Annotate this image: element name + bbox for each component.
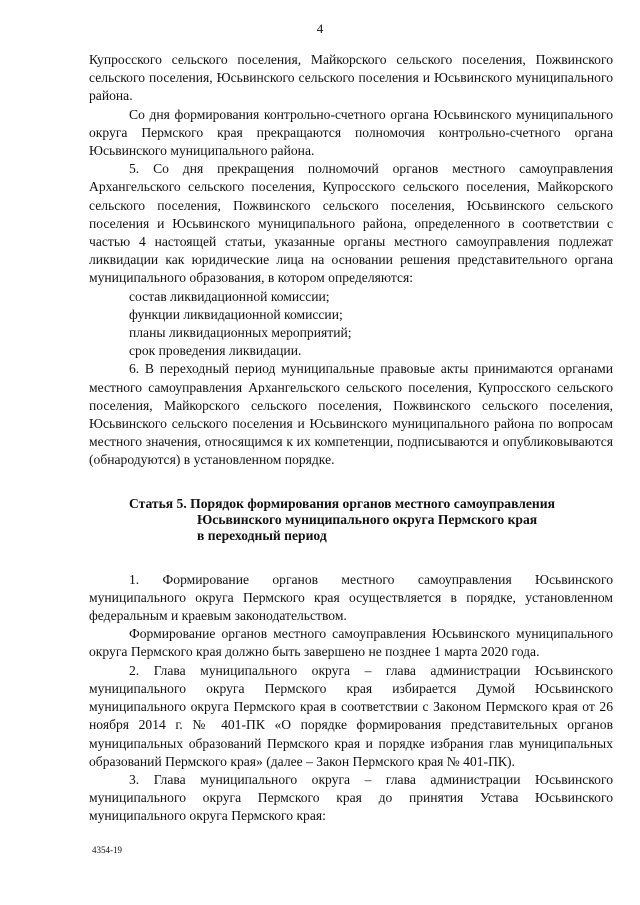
article-heading-line: в переходный период [197, 527, 327, 543]
article5-paragraph-1: 1. Формирование органов местного самоуправления Юсьвинского муниципального округа Пермского края осуществляется в порядке, установленном федеральным и краевым законодательством. [89, 571, 613, 624]
article5-paragraph-deadline: Формирование органов местного самоуправления Юсьвинского муниципального округа Пермского края должно быть завершено не позднее 1 марта 2020 года. [89, 626, 613, 660]
list-item: состав ликвидационной комиссии; [129, 288, 330, 304]
document-body [89, 51, 613, 826]
article-heading-line: Юсьвинского муниципального округа Пермского края [197, 511, 538, 527]
list-item: срок проведения ликвидации. [129, 343, 302, 359]
list-item: функции ликвидационной комиссии; [129, 306, 343, 322]
footer-code: 4354-19 [92, 845, 122, 855]
list-item: планы ликвидационных мероприятий; [129, 325, 352, 341]
article5-paragraph-3: 3. Глава муниципального округа – глава администрации Юсьвинского муниципального округа Пермского края до принятия Устава Юсьвинского муниципального округа Пермского края: [89, 771, 613, 824]
paragraph-control-body: Со дня формирования контрольно-счетного органа Юсьвинского муниципального округа Пермского края прекращаются полномочия контрольно-счетного органа Юсьвинского муниципального района. [89, 106, 613, 159]
paragraph-5: 5. Со дня прекращения полномочий органов местного самоуправления Архангельского сельского поселения, Купросского сельского поселения, Майкорского сельского поселения, Пожвинского сельского поселения, Юсьвинского сельского поселения и Юсьвинского муниципального района, определенного в соответствии с частью 4 настоящей статьи, указанные органы местного самоуправления подлежат ликвидации как юридические лица на основании решения представительного органа муниципального образования, в котором определяются: [89, 161, 613, 286]
article-heading [89, 496, 613, 544]
paragraph-6: 6. В переходный период муниципальные правовые акты принимаются органами местного самоуправления Архангельского сельского поселения, Купросского сельского поселения, Майкорского сельского поселения, Пожвинского сельского поселения, Юсьвинского сельского поселения и Юсьвинского муниципального района по вопросам местного значения, относящимся к их компетенции, подписываются и опубликовываются (обнародуются) в установленном порядке. [89, 361, 613, 468]
paragraph-continuation: Купросского сельского поселения, Майкорского сельского поселения, Пожвинского сельского поселения, Юсьвинского сельского поселения и Юсьвинского муниципального района. [89, 52, 613, 104]
page-number: 4 [316, 21, 324, 36]
article-heading-line: Статья 5. Порядок формирования органов местного самоуправления [129, 495, 555, 511]
article5-paragraph-2: 2. Глава муниципального округа – глава администрации Юсьвинского муниципального округа Пермского края избирается Думой Юсьвинского муниципального округа Пермского края в соответствии с Законом Пермского края от 26 ноября 2014 г. № 401-ПК «О порядке формирования представительных органов муниципальных образований Пермского края и порядке избрания глав муниципальных образований Пермского края» (далее – Закон Пермского края № 401-ПК). [89, 662, 613, 769]
